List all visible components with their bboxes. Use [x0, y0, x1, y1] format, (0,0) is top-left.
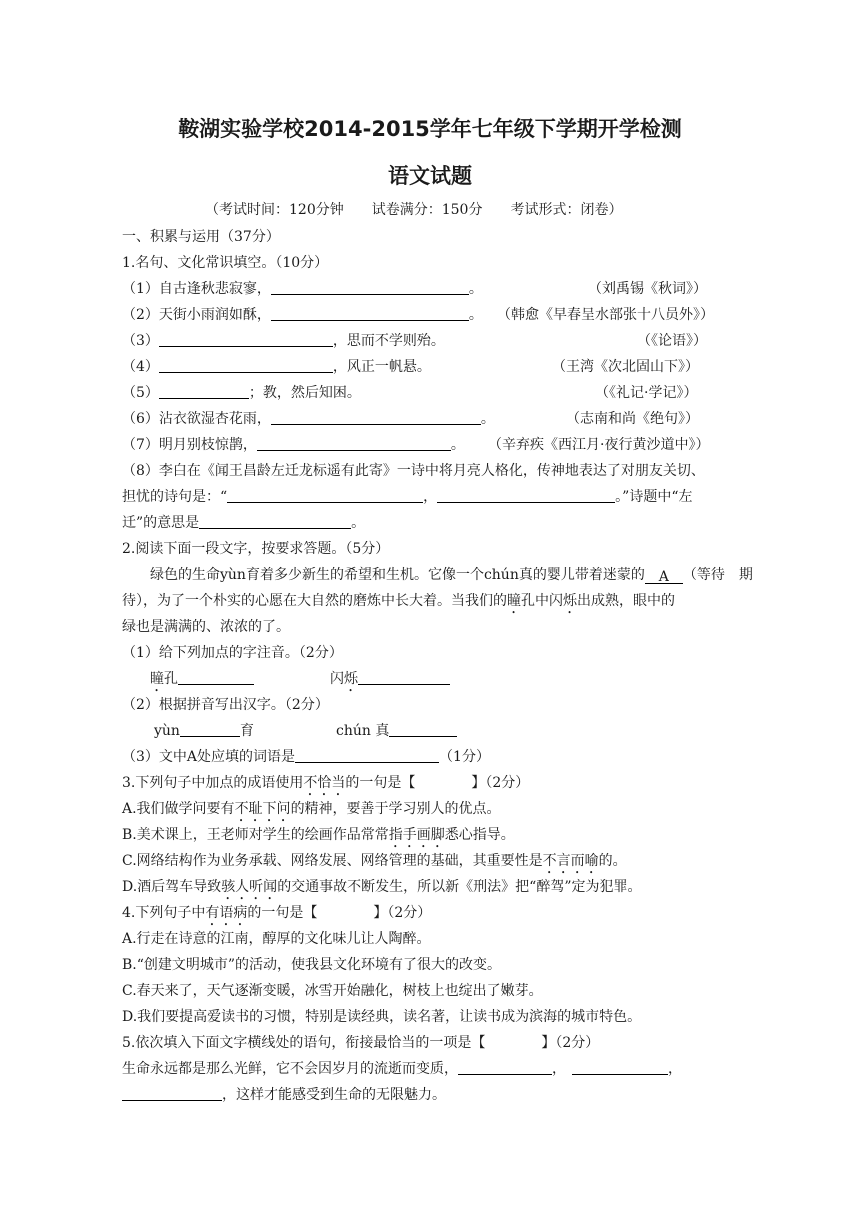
option-text: B.美术课上，王老师对学生的绘画作品常常 — [122, 827, 389, 843]
q1-item-3-source: （《论语》） — [637, 333, 707, 349]
dotted-text: 指手画脚 — [388, 827, 445, 843]
dotted-text: 不恰当 — [303, 775, 346, 791]
answer-blank[interactable] — [159, 357, 333, 373]
q1-item-4 — [122, 357, 431, 377]
answer-blank[interactable] — [358, 669, 450, 685]
item-text: 。 — [468, 281, 483, 297]
answer-blank[interactable] — [437, 487, 615, 503]
q1-item-5 — [122, 383, 361, 403]
answer-blank[interactable] — [159, 331, 333, 347]
passage-text: 绿色的生命yùn育着多少新生的希望和生机。它像一个chún真的婴儿带着迷蒙的 — [150, 567, 645, 583]
item-text: ；教，然后知困。 — [248, 385, 361, 401]
item-number: （7） — [122, 437, 159, 453]
q2-passage-line3: 绿也是满满的、浓浓的了。 — [122, 619, 290, 635]
question-text: 3.下列句子中加点的成语使用 — [122, 775, 304, 791]
exam-title: 鞍湖实验学校2014-2015学年七年级下学期开学检测 — [178, 117, 682, 141]
answer-blank[interactable] — [295, 747, 439, 763]
pinyin-text: chún 真 — [336, 723, 390, 739]
q1-item-4-source: （王湾《次北固山下》） — [552, 359, 699, 375]
q2-sub2: （2）根据拼音写出汉字。（2分） — [122, 697, 329, 713]
pinyin-text: yùn — [154, 723, 180, 739]
answer-blank[interactable] — [159, 383, 249, 399]
q2-sub1-word2 — [330, 669, 450, 695]
passage-text: 待），为了一个朴实的心愿在大自然的磨炼中长大着。当我们的 — [122, 593, 507, 609]
q4-option-b[interactable]: B.“创建文明城市”的活动，使我县文化环境有了很大的改变。 — [122, 957, 502, 973]
q1-item-2-source: （韩愈《早春呈水部张十八员外》） — [497, 307, 714, 323]
q1-item-8-line2 — [122, 487, 693, 507]
option-text: C.网络结构作为业务承载、网络发展、网络管理的基础，其重要性是 — [122, 853, 543, 869]
word-text: 孔 — [164, 671, 178, 687]
item-text: ， — [423, 489, 438, 505]
q3-option-c[interactable] — [122, 851, 627, 877]
answer-blank[interactable] — [178, 669, 254, 685]
q2-sub3 — [122, 747, 490, 767]
option-text: 的。 — [598, 853, 627, 869]
option-text: 的精神，要善于学习别人的优点。 — [290, 801, 501, 817]
q2-sub1-word1 — [150, 669, 254, 695]
q1-item-6 — [122, 409, 495, 429]
passage-text: ， — [552, 1061, 566, 1077]
option-text: 的交通事故不断发生，所以新《刑法》把“醉驾”定为犯罪。 — [277, 879, 642, 895]
q2-passage-line2 — [122, 591, 675, 617]
item-text: 。 — [480, 411, 495, 427]
item-text: 。 — [351, 515, 366, 531]
question-text: （3）文中A处应填的词语是 — [122, 749, 296, 765]
word-text: 闪 — [330, 671, 344, 687]
answer-blank[interactable] — [180, 721, 240, 737]
question-5-stem: 5.依次填入下面文字横线处的语句，衔接最恰当的一项是【 】（2分） — [122, 1035, 600, 1051]
q4-option-d[interactable]: D.我们要提高爱读书的习惯，特别是读经典，读名著，让读书成为滨海的城市特色。 — [122, 1009, 642, 1025]
item-text: 迁”的意思是 — [122, 515, 200, 531]
answer-blank[interactable] — [257, 435, 451, 451]
item-number: （3） — [122, 333, 159, 349]
q5-line2 — [122, 1085, 446, 1105]
item-text: 。”诗题中“左 — [615, 489, 693, 505]
item-text: ，风正一帆悬。 — [332, 359, 431, 375]
option-text: A.我们做学问要有 — [122, 801, 235, 817]
dotted-text: 不言而喻 — [542, 853, 599, 869]
dotted-text: 有语病 — [205, 905, 248, 921]
question-text: 的一句是【 】（2分） — [247, 905, 432, 921]
answer-blank[interactable] — [572, 1059, 668, 1075]
q4-option-c[interactable]: C.春天来了，天气逐渐变暖，冰雪开始融化，树枝上也绽出了嫩芽。 — [122, 983, 543, 999]
item-number: （4） — [122, 359, 159, 375]
dotted-char: 烁 — [563, 593, 577, 609]
passage-text: ， — [668, 1061, 682, 1077]
dotted-text: 骇人听闻 — [221, 879, 278, 895]
word-text: 育 — [239, 723, 254, 739]
question-4-stem — [122, 903, 431, 929]
dotted-char: 瞳 — [507, 593, 521, 609]
answer-blank[interactable] — [122, 1085, 222, 1101]
passage-text: 出成熟，眼中的 — [577, 593, 675, 609]
q5-line1 — [122, 1059, 682, 1079]
q1-item-3 — [122, 331, 445, 351]
q1-item-6-source: （志南和尚《绝句》） — [566, 411, 699, 427]
answer-blank[interactable] — [271, 409, 481, 425]
question-text: 4.下列句子中 — [122, 905, 206, 921]
q1-item-7-source: （辛弃疾《西江月·夜行黄沙道中》） — [488, 437, 710, 453]
item-text: 。 — [468, 307, 483, 323]
item-text: ，思而不学则殆。 — [332, 333, 445, 349]
q2-sub2-word1 — [154, 721, 254, 741]
passage-text: （等待 期 — [682, 567, 753, 583]
dotted-text: 不耻下问 — [234, 801, 291, 817]
answer-blank[interactable] — [458, 1059, 552, 1075]
passage-text: 孔中闪 — [521, 593, 563, 609]
q2-passage-line1 — [150, 565, 753, 585]
item-text: 天街小雨润如酥， — [158, 307, 271, 323]
q3-option-d[interactable] — [122, 877, 642, 903]
q1-item-8-line3 — [122, 513, 365, 533]
item-number: （1） — [122, 281, 159, 297]
exam-subtitle: 语文试题 — [388, 164, 472, 188]
exam-info: （考试时间：120分钟 试卷满分：150分 考试形式：闭卷） — [205, 202, 623, 218]
answer-blank[interactable] — [271, 279, 469, 295]
section-heading: 一、积累与运用（37分） — [122, 229, 280, 245]
q2-sub2-word2 — [336, 721, 457, 741]
q1-item-5-source: （《礼记·学记》） — [595, 385, 698, 401]
item-text: 。 — [450, 437, 465, 453]
q4-option-a[interactable]: A.行走在诗意的江南，醇厚的文化味儿让人陶醉。 — [122, 931, 431, 947]
option-text: 悉心指导。 — [444, 827, 515, 843]
passage-text: 生命永远都是那么光鲜，它不会因岁月的流逝而变质， — [122, 1061, 458, 1077]
question-text: （1分） — [439, 749, 490, 765]
q1-item-1-source: （刘禹锡《秋词》） — [588, 281, 707, 297]
item-number: （5） — [122, 385, 159, 401]
answer-blank-a[interactable]: A — [645, 567, 683, 584]
q3-option-a[interactable] — [122, 799, 501, 825]
question-3-stem — [122, 773, 529, 799]
question-2-stem: 2.阅读下面一段文字，按要求答题。（5分） — [122, 541, 390, 557]
q1-item-7 — [122, 435, 465, 455]
item-text: 担忧的诗句是：“ — [122, 489, 228, 505]
item-text: 自古逢秋悲寂寥， — [158, 281, 271, 297]
passage-text: ，这样才能感受到生命的无限魅力。 — [222, 1087, 446, 1103]
question-1-stem: 1.名句、文化常识填空。（10分） — [122, 255, 329, 271]
answer-blank[interactable] — [389, 721, 457, 737]
answer-blank[interactable] — [199, 513, 351, 529]
q3-option-b[interactable] — [122, 825, 515, 851]
q1-item-1 — [122, 279, 483, 299]
q2-sub1: （1）给下列加点的字注音。（2分） — [122, 645, 343, 661]
option-text: D.酒后驾车导致 — [122, 879, 222, 895]
answer-blank[interactable] — [227, 487, 423, 503]
answer-blank[interactable] — [271, 305, 469, 321]
item-text: 明月别枝惊鹊， — [158, 437, 257, 453]
item-text: 沾衣欲湿杏花雨， — [158, 411, 271, 427]
question-text: 的一句是【 】（2分） — [345, 775, 530, 791]
item-number: （2） — [122, 307, 159, 323]
dotted-char: 烁 — [344, 671, 358, 687]
item-number: （6） — [122, 411, 159, 427]
dotted-char: 瞳 — [150, 671, 164, 687]
q1-item-8-line1: （8）李白在《闻王昌龄左迁龙标遥有此寄》一诗中将月亮人格化，传神地表达了对朋友关切、 — [122, 463, 705, 479]
q1-item-2 — [122, 305, 483, 325]
